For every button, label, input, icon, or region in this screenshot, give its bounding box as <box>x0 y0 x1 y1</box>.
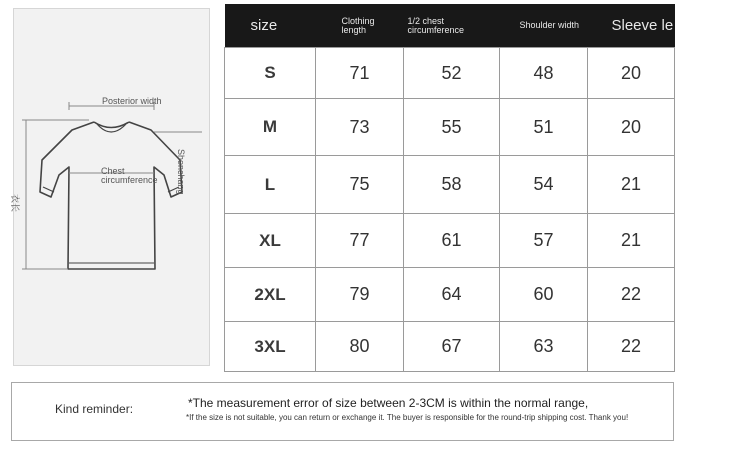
kind-reminder-label: Kind reminder: <box>55 402 134 416</box>
header-clothing-length: Clothing length <box>316 4 404 48</box>
chest-circumference-label: circumference <box>101 175 158 185</box>
sleeve-length-cell: 21 <box>588 214 675 268</box>
sleeve-length-cell: 20 <box>588 48 675 99</box>
half-chest-cell: 61 <box>404 214 500 268</box>
sleeve-length-cell: 22 <box>588 322 675 372</box>
sleeve-length-cell: 20 <box>588 99 675 156</box>
tshirt-diagram-panel <box>10 8 210 366</box>
half-chest-cell: 64 <box>404 268 500 322</box>
size-cell: L <box>225 156 316 214</box>
table-row <box>225 322 675 372</box>
size-chart-table <box>224 4 675 372</box>
chest-label: Chest <box>101 166 125 176</box>
sleeve-length-cell: 22 <box>588 268 675 322</box>
half-chest-cell: 55 <box>404 99 500 156</box>
shoulder-width-cell: 51 <box>500 99 588 156</box>
table-row <box>225 214 675 268</box>
size-cell: 2XL <box>225 268 316 322</box>
shenchang-label: Shenchang <box>176 149 186 195</box>
half-chest-cell: 58 <box>404 156 500 214</box>
table-row <box>225 268 675 322</box>
clothing-length-cell: 77 <box>316 214 404 268</box>
shoulder-width-cell: 54 <box>500 156 588 214</box>
half-chest-cell: 52 <box>404 48 500 99</box>
clothing-length-cn-label: 衣长 <box>10 194 20 213</box>
shoulder-width-cell: 63 <box>500 322 588 372</box>
return-exchange-note: *If the size is not suitable, you can return or exchange it. The buyer is responsible for the round-trip shipping cost. Thank you! <box>186 413 629 422</box>
clothing-length-cell: 75 <box>316 156 404 214</box>
header-shoulder-width: Shoulder width <box>500 4 588 48</box>
kind-reminder-box <box>11 382 674 441</box>
size-cell: M <box>225 99 316 156</box>
clothing-length-cell: 80 <box>316 322 404 372</box>
clothing-length-cell: 79 <box>316 268 404 322</box>
posterior-width-label: Posterior width <box>102 96 162 106</box>
size-cell: 3XL <box>225 322 316 372</box>
measurement-error-note: *The measurement error of size between 2-3CM is within the normal range, <box>188 396 589 410</box>
half-chest-cell: 67 <box>404 322 500 372</box>
shoulder-width-cell: 57 <box>500 214 588 268</box>
table-row <box>225 99 675 156</box>
table-row <box>225 48 675 99</box>
table-row <box>225 156 675 214</box>
size-cell: S <box>225 48 316 99</box>
size-cell: XL <box>225 214 316 268</box>
clothing-length-cell: 71 <box>316 48 404 99</box>
clothing-length-cell: 73 <box>316 99 404 156</box>
sleeve-length-cell: 21 <box>588 156 675 214</box>
table-header-row <box>225 4 675 48</box>
shoulder-width-cell: 60 <box>500 268 588 322</box>
shoulder-width-cell: 48 <box>500 48 588 99</box>
header-sleeve-length: Sleeve le <box>588 4 675 48</box>
header-half-chest: 1/2 chest circumference <box>404 4 500 48</box>
header-size: size <box>225 4 316 48</box>
